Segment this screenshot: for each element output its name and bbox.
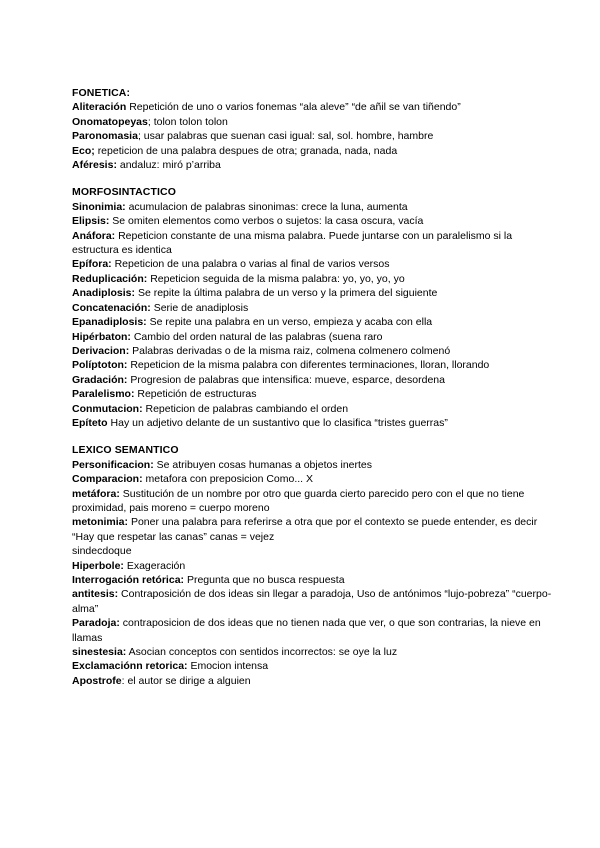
- glossary-entry: [72, 257, 560, 271]
- glossary-entry: [72, 659, 560, 673]
- glossary-entry: [72, 573, 560, 587]
- entry-definition: el autor se dirige a alguien: [127, 674, 251, 687]
- entry-definition: Se repite una palabra en un verso, empieza y acaba con ella: [149, 316, 433, 329]
- entry-term: Concatenación:: [72, 301, 151, 314]
- entry-term: Epíteto: [72, 416, 108, 429]
- section-heading: FONETICA:: [72, 87, 131, 99]
- entry-definition: contraposicion de dos ideas que no tienen nada que ver, o que son contrarias, la nieve en llamas: [72, 617, 541, 644]
- glossary-entry: [72, 387, 560, 401]
- entry-definition: Repetición de estructuras: [137, 388, 257, 401]
- glossary-entry: [72, 115, 560, 129]
- entry-definition: Se omiten elementos como verbos o sujetos: la casa oscura, vacía: [112, 215, 424, 228]
- entry-term: Interrogación retórica:: [72, 574, 185, 586]
- entry-separator: ;: [137, 130, 144, 143]
- entry-term: Conmutacion:: [72, 402, 143, 415]
- entry-definition: Cambio del orden natural de las palabras (suena raro: [133, 330, 383, 343]
- entry-definition: Se repite la última palabra de un verso y la primera del siguiente: [137, 287, 438, 300]
- entry-definition: Contraposición de dos ideas sin llegar a paradoja, Uso de antónimos “lujo-pobreza” “cuerpo-alma”: [72, 588, 552, 615]
- entry-definition: Repeticion de palabras cambiando el orden: [145, 402, 349, 415]
- entry-definition: Repeticion de la misma palabra con diferentes terminaciones, lloran, llorando: [130, 359, 490, 372]
- entry-term: Elipsis:: [72, 215, 110, 228]
- entry-term: Reduplicación:: [72, 272, 148, 285]
- entry-definition: Exageración: [126, 559, 186, 572]
- entry-separator: ;: [147, 115, 154, 128]
- entry-definition: repeticion de una palabra despues de otra; granada, nada, nada: [97, 144, 398, 157]
- entry-term: Exclamaciónn retorica:: [72, 660, 188, 673]
- entry-definition: sindecdoque: [72, 545, 132, 558]
- entry-definition: metafora con preposicion Como... X: [145, 473, 314, 486]
- glossary-entry: [72, 344, 560, 358]
- glossary-entry: [72, 544, 560, 558]
- entry-term: Personificacion:: [72, 458, 154, 471]
- glossary-entry: [72, 358, 560, 372]
- entry-definition: Sustitución de un nombre por otro que guarda cierto parecido pero con el que no tiene proximidad, pais moreno = cuerpo moreno: [72, 487, 525, 514]
- entry-definition: Serie de anadiplosis: [153, 301, 249, 314]
- glossary-entry: [72, 515, 560, 544]
- entry-definition: andaluz: miró p’arriba: [119, 159, 221, 172]
- entry-term: Aliteración: [72, 101, 127, 114]
- glossary-entry: [72, 301, 560, 315]
- section: [72, 443, 560, 688]
- entry-definition: Pregunta que no busca respuesta: [186, 574, 345, 586]
- entry-term: Anadiplosis:: [72, 287, 136, 300]
- glossary-entry: [72, 330, 560, 344]
- entry-term: Paralelismo:: [72, 388, 135, 401]
- entry-term: Anáfora:: [72, 229, 116, 242]
- glossary-entry: [72, 286, 560, 300]
- glossary-entry: [72, 487, 560, 516]
- entry-definition: usar palabras que suenan casi igual: sal, sol. hombre, hambre: [143, 130, 434, 143]
- entry-definition: Palabras derivadas o de la misma raiz, colmena colmenero colmenó: [132, 344, 451, 357]
- entry-definition: Repeticion constante de una misma palabra. Puede juntarse con un paralelismo si la estructura es identica: [72, 229, 513, 257]
- glossary-entry: [72, 559, 560, 573]
- entry-term: Epífora:: [72, 258, 112, 271]
- glossary-entry: [72, 229, 560, 258]
- entry-term: Gradación:: [72, 373, 128, 386]
- document-body: [72, 86, 560, 688]
- entry-term: sinestesia:: [72, 646, 127, 659]
- glossary-entry: [72, 587, 560, 616]
- glossary-entry: [72, 674, 560, 688]
- entry-term: Paronomasia: [72, 130, 138, 143]
- glossary-entry: [72, 645, 560, 659]
- section: [72, 86, 560, 172]
- entry-definition: Progresion de palabras que intensifica: mueve, esparce, desordena: [130, 373, 445, 386]
- glossary-entry: [72, 402, 560, 416]
- entry-term: Onomatopeyas: [72, 115, 148, 128]
- entry-definition: Se atribuyen cosas humanas a objetos inertes: [156, 458, 373, 471]
- glossary-entry: [72, 315, 560, 329]
- entry-term: Aféresis:: [72, 159, 117, 172]
- entry-term: Apostrofe: [72, 674, 122, 687]
- glossary-entry: [72, 458, 560, 472]
- entry-definition: acumulacion de palabras sinonimas: crece la luna, aumenta: [128, 200, 408, 213]
- entry-term: Epanadiplosis:: [72, 316, 147, 329]
- entry-term: metáfora:: [72, 487, 120, 500]
- glossary-entry: [72, 616, 560, 645]
- entry-definition: Poner una palabra para referirse a otra que por el contexto se puede entender, es decir “Hay que respetar las canas” canas = vejez: [72, 516, 538, 543]
- glossary-entry: [72, 272, 560, 286]
- entry-term: Hipérbaton:: [72, 330, 131, 343]
- glossary-entry: [72, 472, 560, 486]
- section: [72, 185, 560, 430]
- entry-term: antitesis:: [72, 588, 119, 601]
- entry-term: Sinonimia:: [72, 200, 126, 213]
- entry-term: Comparacion:: [72, 473, 143, 486]
- section-heading: LEXICO SEMANTICO: [72, 444, 179, 457]
- entry-term: Paradoja:: [72, 617, 120, 630]
- entry-separator: :: [121, 674, 128, 687]
- entry-definition: Repetición de uno o varios fonemas “ala aleve” “de añil se van tiñendo”: [129, 101, 461, 114]
- entry-definition: Asocian conceptos con sentidos incorrectos: se oye la luz: [128, 646, 398, 659]
- glossary-entry: [72, 200, 560, 214]
- entry-definition: Emocion intensa: [190, 660, 269, 673]
- entry-definition: Repeticion de una palabra o varias al final de varios versos: [114, 258, 390, 271]
- entry-term: Derivacion:: [72, 344, 130, 357]
- entry-definition: Hay un adjetivo delante de un sustantivo que lo clasifica “tristes guerras”: [110, 416, 448, 429]
- glossary-entry: [72, 416, 560, 430]
- section-heading: MORFOSINTACTICO: [72, 186, 176, 199]
- glossary-entry: [72, 144, 560, 158]
- entry-definition: tolon tolon tolon: [153, 115, 228, 128]
- entry-term: Políptoton:: [72, 359, 128, 372]
- entry-term: metonimia:: [72, 516, 129, 529]
- entry-term: Hiperbole:: [72, 559, 124, 572]
- glossary-entry: [72, 129, 560, 143]
- glossary-entry: [72, 214, 560, 228]
- glossary-entry: [72, 100, 560, 114]
- entry-term: Eco;: [72, 144, 95, 157]
- entry-definition: Repeticion seguida de la misma palabra: yo, yo, yo, yo: [150, 272, 405, 285]
- glossary-entry: [72, 158, 560, 172]
- glossary-entry: [72, 373, 560, 387]
